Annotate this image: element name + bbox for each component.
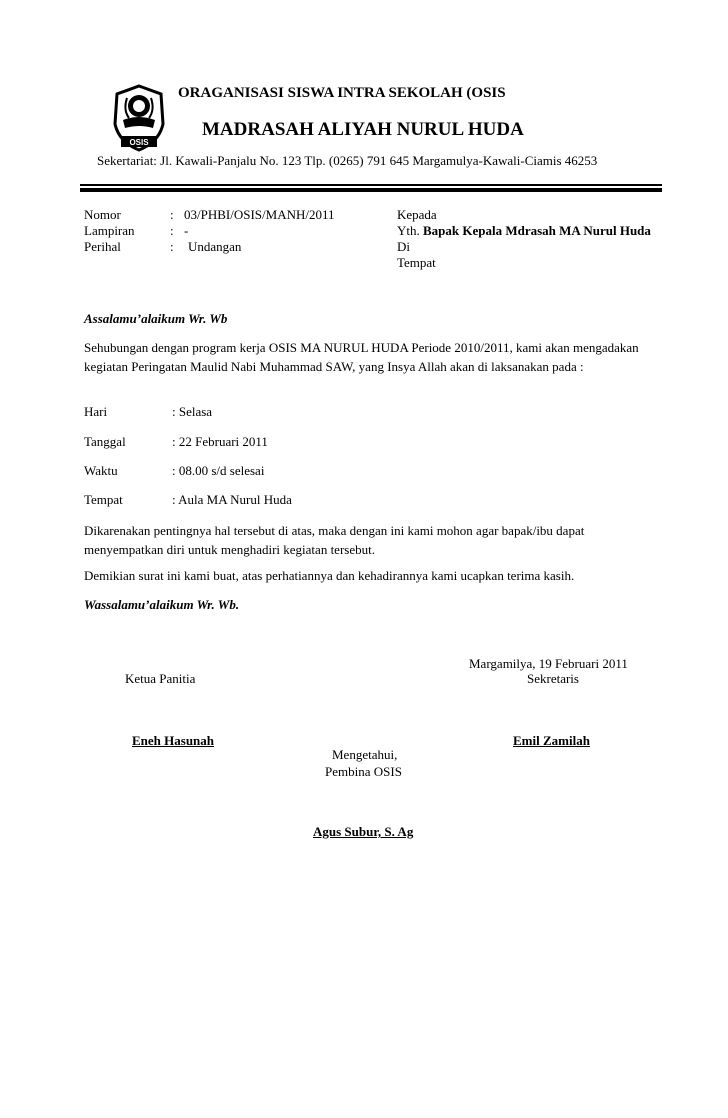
request-paragraph: Dikarenakan pentingnya hal tersebut di atas, maka dengan ini kami mohon agar bapak/ibu dapat menyempatkan diri untuk menghadiri kegiatan tersebut. <box>84 523 585 557</box>
detail-tanggal-value: : 22 Februari 2011 <box>172 434 268 449</box>
recipient-tempat: Tempat <box>397 255 436 270</box>
osis-logo <box>109 84 169 156</box>
detail-waktu-value: : 08.00 s/d selesai <box>172 463 265 478</box>
perihal-value: Undangan <box>188 239 242 254</box>
detail-tempat-value: : Aula MA Nurul Huda <box>172 492 292 507</box>
detail-hari-label: Hari <box>84 404 108 419</box>
right-signer-title: Sekretaris <box>527 671 579 686</box>
left-signer-name: Eneh Hasunah <box>132 733 215 748</box>
perihal-sep: : <box>170 239 174 254</box>
meta-separators <box>170 207 174 255</box>
detail-tanggal-label: Tanggal <box>84 434 126 449</box>
closing-paragraph: Demikian surat ini kami buat, atas perhatiannya dan kehadirannya kami ucapkan terima kasih. <box>84 568 575 583</box>
school-name: MADRASAH ALIYAH NURUL HUDA <box>202 119 524 140</box>
lampiran-sep: : <box>170 223 174 238</box>
farewell: Wassalamu’alaikum Wr. Wb. <box>84 597 240 612</box>
detail-tempat-label: Tempat <box>84 492 123 507</box>
greeting: Assalamu’alaikum Wr. Wb <box>84 311 228 326</box>
logo-text: OSIS <box>129 138 149 147</box>
recipient-name: Bapak Kepala Mdrasah MA Nurul Huda <box>423 223 651 238</box>
org-name: ORAGANISASI SISWA INTRA SEKOLAH (OSIS <box>178 85 506 101</box>
recipient-kepada: Kepada <box>397 207 437 222</box>
center-signer-name: Agus Subur, S. Ag <box>313 824 414 839</box>
lampiran-label: Lampiran <box>84 223 135 238</box>
left-signer-title: Ketua Panitia <box>125 671 196 686</box>
center-title-2: Pembina OSIS <box>325 764 402 779</box>
nomor-label: Nomor <box>84 207 121 222</box>
divider-thick <box>80 188 662 192</box>
recipient-yth: Yth. <box>397 223 420 238</box>
detail-waktu-label: Waktu <box>84 463 118 478</box>
meta-labels <box>84 207 135 255</box>
intro-paragraph: Sehubungan dengan program kerja OSIS MA NURUL HUDA Periode 2010/2011, kami akan mengadakan kegiatan Peringatan Maulid Nabi Muhammad SAW, yang Insya Allah akan di laksanakan pada : <box>84 340 639 374</box>
recipient-block <box>397 207 651 271</box>
place-date: Margamilya, 19 Februari 2011 <box>469 656 628 671</box>
right-signer-name: Emil Zamilah <box>513 733 590 748</box>
detail-hari-value: : Selasa <box>172 404 213 419</box>
nomor-value: 03/PHBI/OSIS/MANH/2011 <box>184 207 335 222</box>
perihal-label: Perihal <box>84 239 121 254</box>
address: Sekertariat: Jl. Kawali-Panjalu No. 123 Tlp. (0265) 791 645 Margamulya-Kawali-Ciamis 46253 <box>97 153 598 168</box>
divider-thin <box>80 184 662 186</box>
nomor-sep: : <box>170 207 174 222</box>
recipient-di: Di <box>397 239 410 254</box>
center-title-1: Mengetahui, <box>332 747 398 762</box>
lampiran-value: - <box>184 223 189 238</box>
meta-values <box>184 207 334 255</box>
recipient-name-line <box>397 223 651 239</box>
